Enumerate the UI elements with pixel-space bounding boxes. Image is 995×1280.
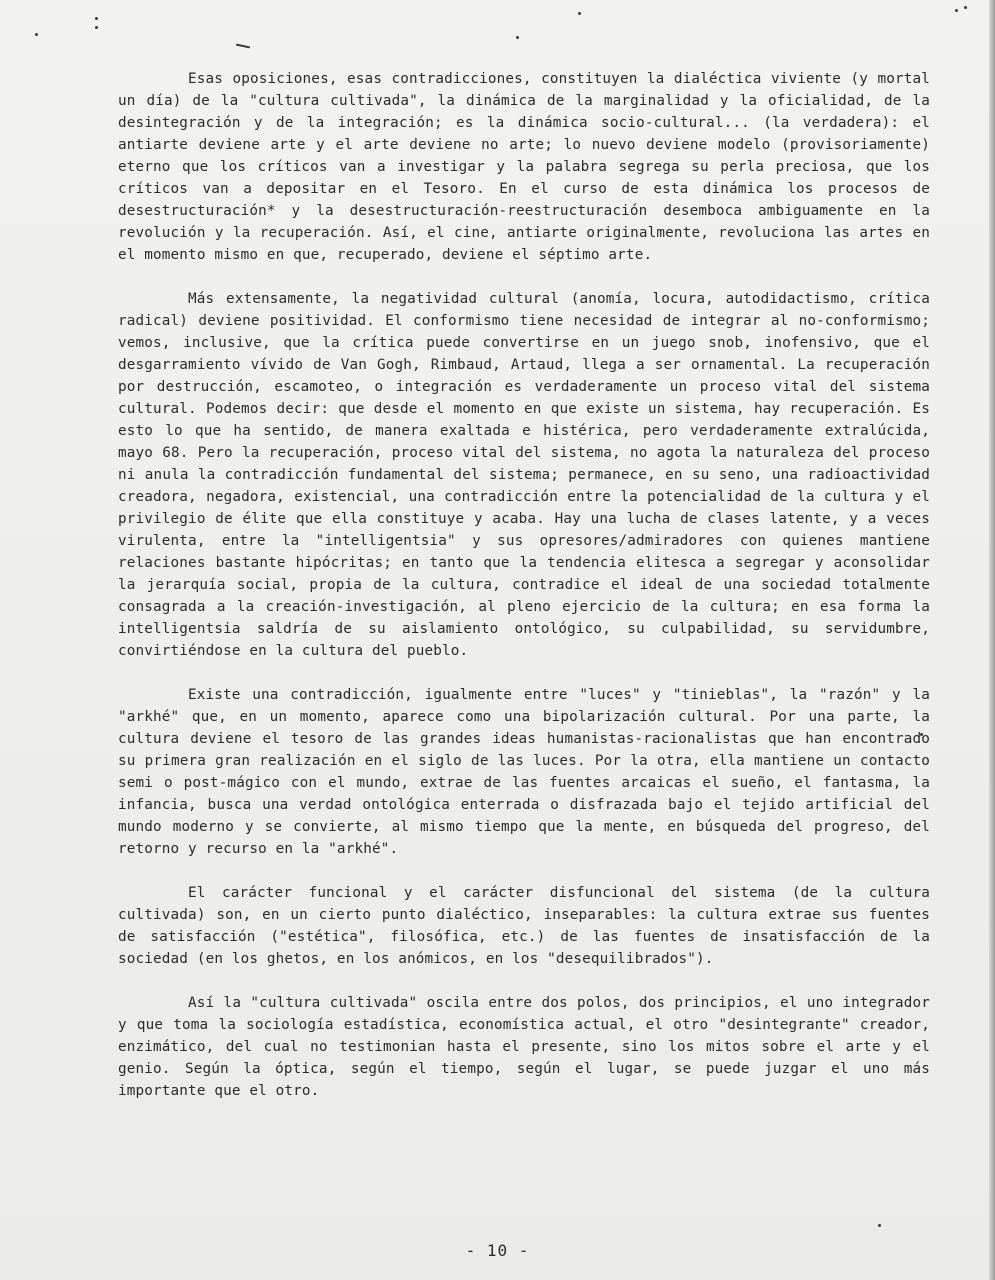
paragraph-2: Más extensamente, la negatividad cultural (anomía, locura, autodidactismo, crítica radical) deviene positividad. El conformismo tiene necesidad de integrar al no-conformismo; vemos, inclusive, que la crítica puede convertirse en un juego snob, inofensivo, que el desgarramiento vívido de Van Gogh, Rimbaud, Artaud, llega a ser ornamental. La recuperación por destrucción, escamoteo, o integración es verdaderamente un proceso vital del sistema cultural. Podemos decir: que desde el momento en que existe un sistema, hay recuperación. Es esto lo que ha sentido, de manera exaltada e histérica, pero verdaderamente extralúcida, mayo 68. Pero la recuperación, proceso vital del sistema, no agota la naturaleza del proceso ni anula la contradicción fundamental del sistema; permanece, en su seno, una radioactividad creadora, negadora, existencial, una contradicción entre la potencialidad de la cultura y el privilegio de élite que ella constituye y acaba. Hay una lucha de clases latente, y a veces virulenta, entre la "intelligentsia" y sus opresores/admiradores con quienes mantiene relaciones bastante hipócritas; en tanto que la tendencia elitesca a segregar y aconsolidar la jerarquía social, propia de la cultura, contradice el ideal de una sociedad totalmente consagrada a la creación-investigación, al pleno ejercicio de la cultura; en esa forma la intelligentsia saldría de su aislamiento ontológico, su culpabilidad, su servidumbre, convirtiéndose en la cultura del pueblo. xyxy=(118,291,930,659)
scan-speck xyxy=(955,9,958,12)
paragraph-3: Existe una contradicción, igualmente entre "luces" y "tinieblas", la "razón" y la "arkhé" que, en un momento, aparece como una bipolarización cultural. Por una parte, la cultura deviene el tesoro de las grandes ideas humanistas-racionalistas que han encontrado su primera gran realización en el siglo de las luces. Por la otra, ella mantiene un contacto semi o post-mágico con el mundo, extrae de las fuentes arcaicas el sueño, el fantasma, la infancia, busca una verdad ontológica enterrada o disfrazada bajo el tejido artificial del mundo moderno y se convierte, al mismo tiempo que la mente, en búsqueda del progreso, del retorno y recurso en la "arkhé". xyxy=(118,687,930,857)
scan-mark xyxy=(236,44,250,49)
scan-speck xyxy=(578,12,581,15)
document-body xyxy=(118,68,930,1102)
scan-speck xyxy=(878,1224,881,1227)
scan-speck xyxy=(964,6,967,9)
scan-speck xyxy=(95,17,98,20)
scan-speck xyxy=(95,26,98,29)
scan-speck xyxy=(35,33,38,36)
page-edge-shadow xyxy=(989,0,995,1280)
page-number: - 10 - xyxy=(465,1241,530,1260)
paragraph-4: El carácter funcional y el carácter disfuncional del sistema (de la cultura cultivada) son, en un cierto punto dialéctico, inseparables: la cultura extrae sus fuentes de satisfacción ("estética", filosófica, etc.) de las fuentes de insatisfacción de la sociedad (en los ghetos, en los anómicos, en los "desequilibrados"). xyxy=(118,885,930,967)
scan-speck xyxy=(516,36,519,39)
paragraph-5: Así la "cultura cultivada" oscila entre dos polos, dos principios, el uno integrador y que toma la sociología estadística, economística actual, el otro "desintegrante" creador, enzimático, del cual no testimonian hasta el presente, sino los mitos sobre el arte y el genio. Según la óptica, según el tiempo, según el lugar, se puede juzgar el uno más importante que el otro. xyxy=(118,995,930,1099)
paragraph-1: Esas oposiciones, esas contradicciones, constituyen la dialéctica viviente (y mortal un día) de la "cultura cultivada", la dinámica de la marginalidad y la oficialidad, de la desintegración y de la integración; es la dinámica socio-cultural... (la verdadera): el antiarte deviene arte y el arte deviene no arte; lo nuevo deviene modelo (provisoriamente) eterno que los críticos van a investigar y la palabra segrega su perla preciosa, que los críticos van a depositar en el Tesoro. En el curso de esta dinámica los procesos de desestructuración* y la desestructuración-reestructuración desemboca ambiguamente en la revolución y la recuperación. Así, el cine, antiarte originalmente, revoluciona las artes en el momento mismo en que, recuperado, deviene el séptimo arte. xyxy=(118,71,930,263)
